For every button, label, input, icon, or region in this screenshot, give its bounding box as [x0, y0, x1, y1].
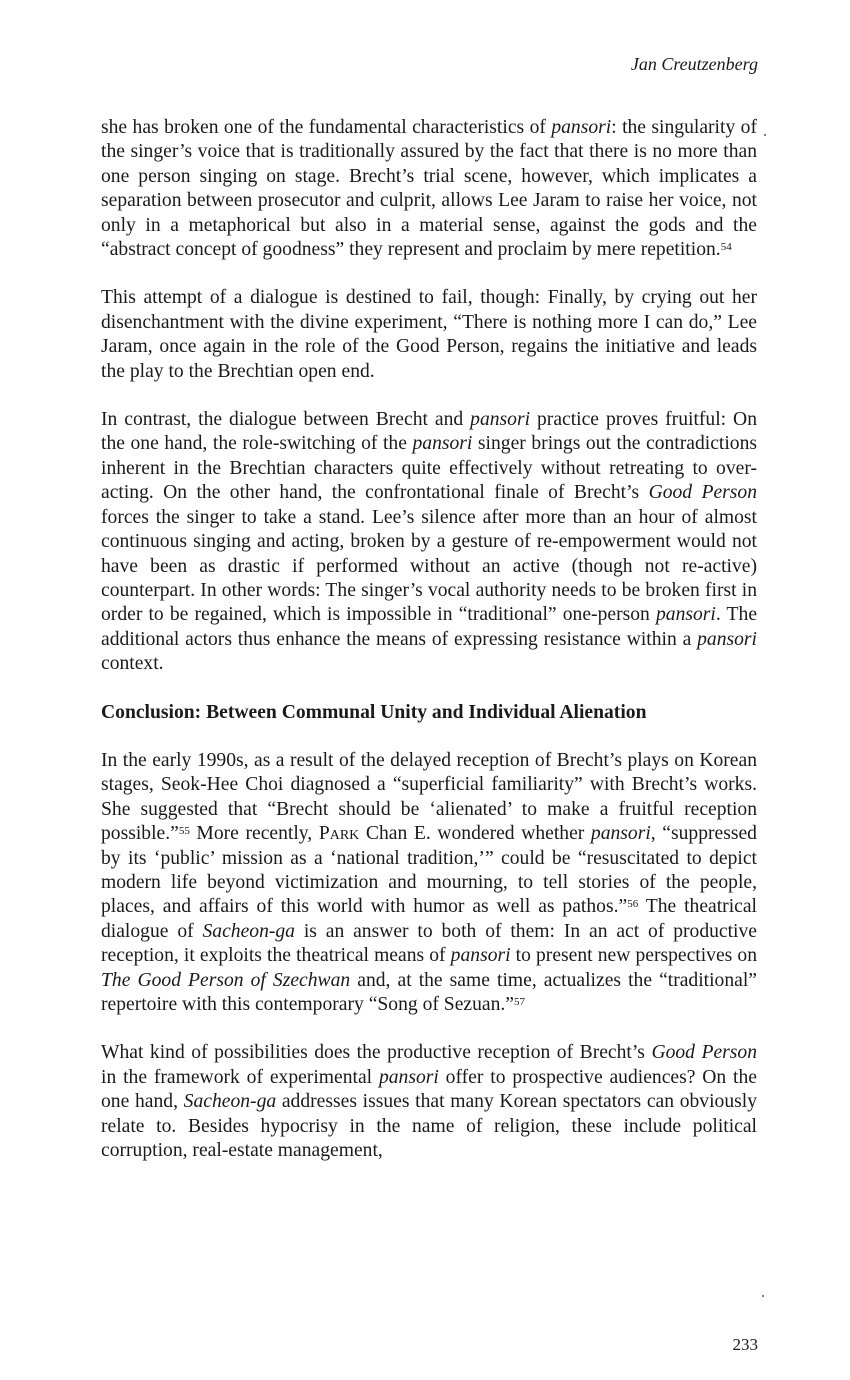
italic-text: Good Person — [648, 482, 757, 504]
text-run: Chan E. wondered whether — [359, 823, 591, 845]
text-run: addresses issues that many Korean spectators can obviously relate to. Besides hypocrisy in the name of religion, these include political corruption, real-estate management, — [101, 1091, 757, 1162]
text-run: . The additional actors thus enhance the means of expressing resistance within a — [101, 604, 758, 650]
italic-text: pansori — [655, 604, 716, 626]
text-run: to present new perspectives on — [510, 945, 757, 967]
italic-text: pansori — [378, 1066, 439, 1088]
italic-text: Sacheon-ga — [202, 920, 295, 942]
paragraph — [101, 749, 757, 1017]
text-run: singer brings out the contradictions inherent in the Brechtian characters quite effectively without retreating to over-acting. On the other hand, the confrontational finale of Brecht’s — [101, 433, 757, 504]
text-run: is an answer to both of them: In an act of productive reception, it exploits the theatrical means of — [101, 920, 757, 967]
running-head: Jan Creutzenberg — [630, 54, 758, 74]
italic-text: pansori — [697, 628, 757, 650]
text-run: : the singularity of the singer’s voice that is traditionally assured by the fact that there is no more than one person singing on stage. Brecht’s trial scene, however, which implicates a separation between prosecutor and culprit, allows Lee Jaram to raise her voice, not only in a metaphorical but also in a material sense, against the gods and the “abstract concept of goodness” they represent and proclaim by mere repetition. — [101, 117, 757, 261]
text-run: The theatrical dialogue of — [101, 896, 757, 942]
text-run: , “suppressed by its ‘public’ mission as a ‘national tradition,’” could be “resuscitated to depict modern life beyond victimization and mourning, to tell stories of the people, places, and affairs of this world with humor as well as pathos.” — [101, 823, 757, 918]
paragraph — [101, 116, 757, 262]
small-caps-text: Park — [318, 823, 360, 845]
text-run: context. — [101, 653, 164, 675]
footnote-ref: 57 — [513, 996, 525, 1008]
italic-text: pansori — [551, 117, 612, 138]
text-run: More recently, — [189, 823, 319, 845]
text-run: and, at the same time, actualizes the “traditional” repertoire with this contemporary “Song of Sezuan.” — [101, 969, 757, 1015]
paragraph — [101, 1041, 757, 1163]
text-run: What kind of possibilities does the productive reception of Brecht’s — [101, 1042, 652, 1064]
italic-text: Sacheon-ga — [183, 1091, 277, 1113]
stray-mark — [762, 1295, 764, 1297]
text-run: In the early 1990s, as a result of the delayed reception of Brecht’s plays on Korean stages, Seok-Hee Choi diagnosed a “superficial familiarity” with Brecht’s works. She suggested that “Brecht should be ‘alienated’ to make a fruitful reception possible.” — [101, 749, 757, 845]
text-run: she has broken one of the fundamental characteristics of — [101, 117, 552, 138]
text-run: Conclusion: Between Communal Unity and Individual Alienation — [101, 701, 647, 723]
text-run: in the framework of experimental — [101, 1066, 379, 1088]
page-number: 233 — [732, 1335, 758, 1354]
italic-text: pansori — [470, 409, 531, 431]
footnote-ref: 56 — [627, 898, 639, 911]
text-run: offer to prospective audiences? On the one hand, — [101, 1066, 757, 1113]
paragraph — [101, 408, 757, 676]
italic-text: pansori — [590, 823, 651, 845]
text-run: This attempt of a dialogue is destined to fail, though: Finally, by crying out her disenchantment with the divine experiment, “There is nothing more I can do,” Lee Jaram, once again in the role of the Good Person, regains the initiative and leads the play to the Brechtian open end. — [101, 287, 757, 382]
italic-text: Good Person — [651, 1042, 757, 1064]
stray-mark — [764, 134, 766, 136]
footnote-ref: 54 — [720, 241, 732, 254]
footnote-ref: 55 — [178, 825, 190, 838]
paragraph — [101, 286, 757, 384]
italic-text: pansori — [450, 945, 511, 967]
text-run: practice proves fruitful: On the one hand, the role-switching of the — [101, 409, 757, 455]
text-run: In contrast, the dialogue between Brecht and — [101, 409, 471, 431]
body-text — [101, 116, 757, 1187]
italic-text: The Good Person of Szechwan — [101, 969, 351, 991]
text-run: forces the singer to take a stand. Lee’s silence after more than an hour of almost continuous singing and acting, broken by a gesture of re-empowerment would not have been as drastic if performed without an active (though not re-active) counterpart. In other words: The singer’s vocal authority needs to be broken first in order to be regained, which is impossible in “traditional” one-person — [101, 506, 757, 626]
italic-text: pansori — [412, 433, 473, 455]
section-heading — [101, 701, 757, 725]
